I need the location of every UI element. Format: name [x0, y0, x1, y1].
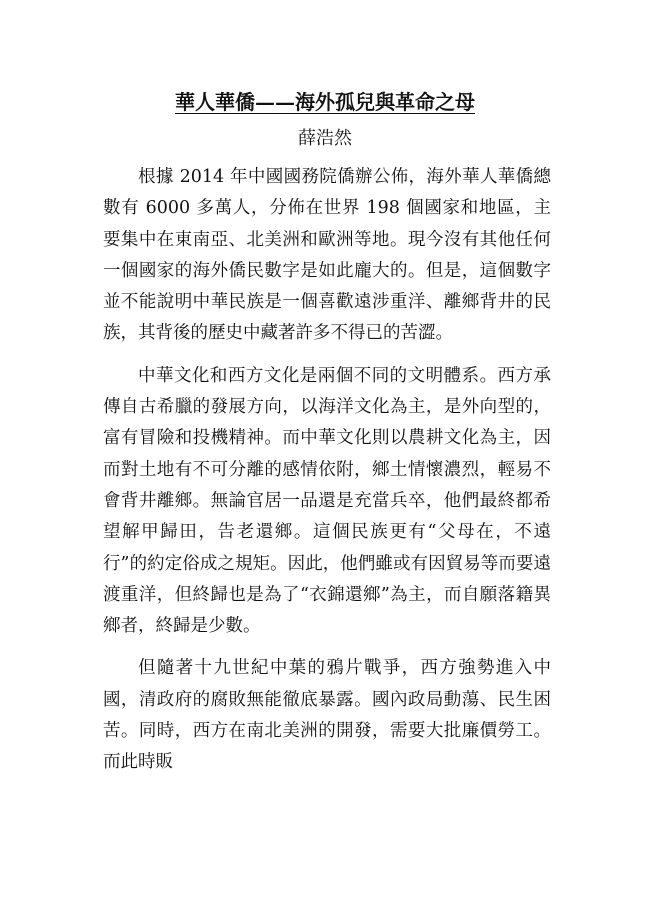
- document-body: [103, 162, 551, 779]
- paragraph-2: 中華文化和西方文化是兩個不同的文明體系。西方承傳自古希臘的發展方向，以海洋文化為主，是外向型的，富有冒險和投機精神。而中華文化則以農耕文化為主，因而對土地有不可分離的感情依附，鄉土情懷濃烈，輕易不會背井離鄉。無論官居一品還是充當兵卒，他們最終都希望解甲歸田，告老還鄉。這個民族更有“父母在，不遠行”的約定俗成之規矩。因此，他們雖或有因貿易等而要遠渡重洋，但終歸也是為了“衣錦還鄉”為主，而自願落籍異鄉者，終歸是少數。: [103, 365, 551, 637]
- paragraph-3: 但隨著十九世紀中葉的鴉片戰爭，西方強勢進入中國，清政府的腐敗無能徹底暴露。國內政局動蕩、民生困苦。同時，西方在南北美洲的開發，需要大批廉價勞工。而此時販: [103, 658, 551, 773]
- document-title: [0, 88, 650, 116]
- document-author: 薛浩然: [298, 128, 352, 149]
- paragraph-1: 根據 2014 年中國國務院僑辦公佈，海外華人華僑總數有 6000 多萬人，分佈在世界 198 個國家和地區，主要集中在東南亞、北美洲和歐洲等地。現今沒有其他任何一個國家的海外僑民數字是如此龐大的。但是，這個數字並不能說明中華民族是一個喜歡遠涉重洋、離鄉背井的民族，其背後的歷史中藏著許多不得已的苦澀。: [103, 167, 551, 344]
- document-title-text: 華人華僑——海外孤兒與革命之母: [175, 90, 475, 114]
